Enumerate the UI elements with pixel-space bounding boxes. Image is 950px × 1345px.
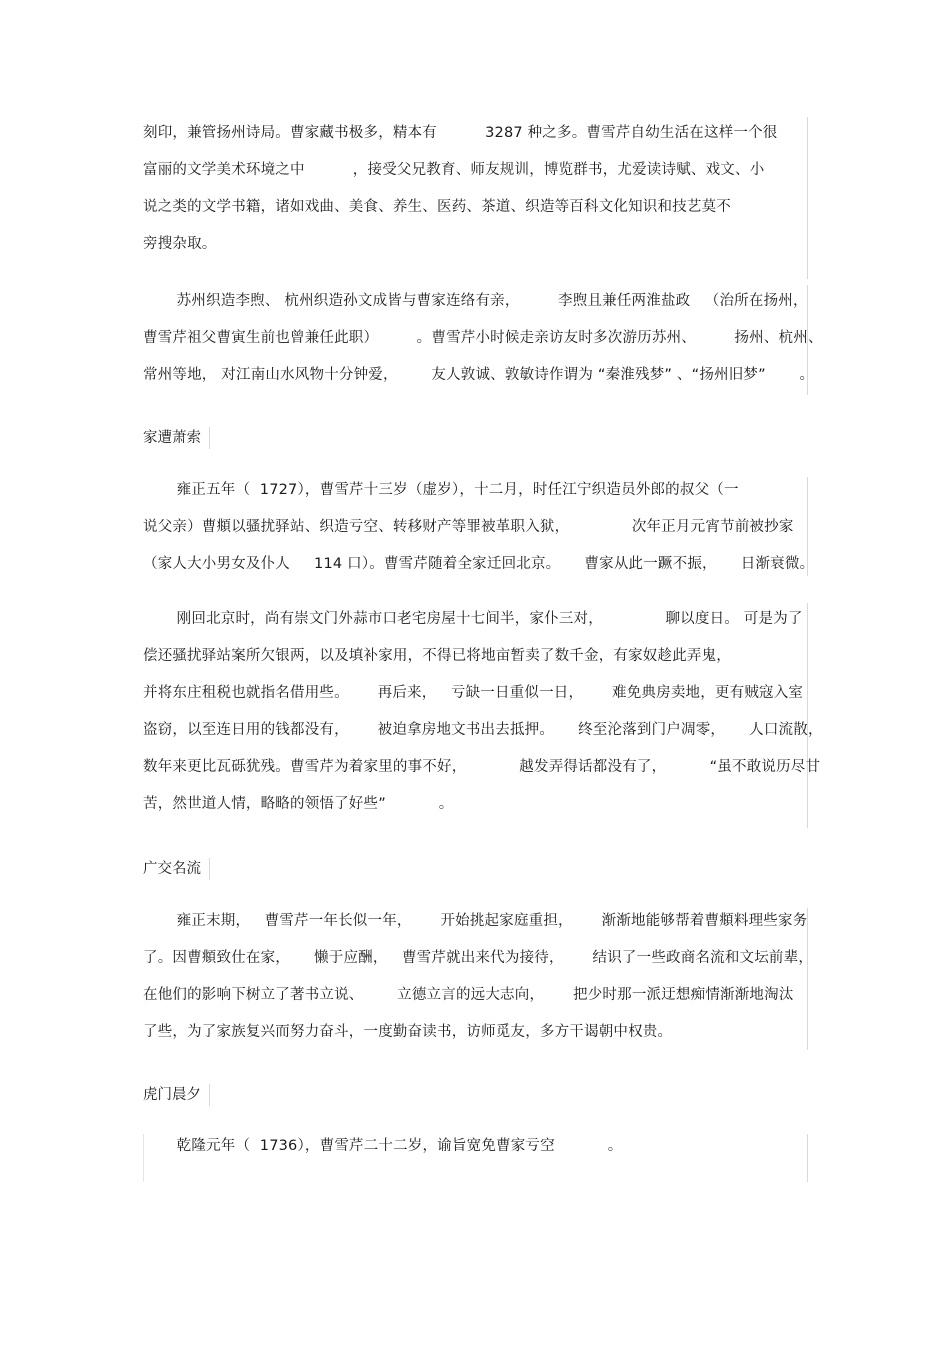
section-heading: 广交名流 xyxy=(143,858,210,880)
text-line: 盗窃，以至连日用的钱都没有， 被迫拿房地文书出去抵押。 终至沦落到门户凋零， 人口流散， xyxy=(143,722,823,738)
text-line: 乾隆元年（ 1736），曹雪芹二十二岁，谕旨宽免曹家亏空 。 xyxy=(143,1138,623,1154)
text-line: 了。因曹頫致仕在家， 懒于应酬， 曹雪芹就出来代为接待， 结识了一些政商名流和文坛前辈， xyxy=(143,950,814,966)
text-line: 说之类的文学书籍，诸如戏曲、美食、养生、医药、茶道、织造等百科文化知识和技艺莫不 xyxy=(143,199,731,215)
text-line: 刚回北京时，尚有崇文门外蒜市口老宅房屋十七间半，家仆三对， 聊以度日。 可是为了 xyxy=(143,611,803,627)
paragraph-mingliu xyxy=(143,903,813,1051)
text-line: 苦，然世道人情，略略的领悟了好些” 。 xyxy=(143,796,454,812)
paragraph-beijing xyxy=(143,601,823,823)
text-line: 曹雪芹祖父曹寅生前也曾兼任此职） 。曹雪芹小时候走亲访友时多次游历苏州、 扬州、杭州、 xyxy=(143,330,823,346)
text-line: 雍正末期， 曹雪芹一年长似一年， 开始挑起家庭重担， 渐渐地能够帮着曹頫料理些家务 xyxy=(143,913,808,929)
text-line: 在他们的影响下树立了著书立说、 立德立言的远大志向， 把少时那一派迂想痴情渐渐地淘汰 xyxy=(143,987,794,1003)
paragraph-yongzheng5 xyxy=(143,472,814,583)
text-line: 说父亲）曹頫以骚扰驿站、织造亏空、转移财产等罪被革职入狱， 次年正月元宵节前被抄家 xyxy=(143,519,794,535)
text-line: 苏州织造李煦、 杭州织造孙文成皆与曹家连络有亲， 李煦且兼任两淮盐政 （治所在扬州， xyxy=(143,293,808,309)
paragraph-qianlong xyxy=(143,1128,622,1165)
text-line: 刻印，兼管扬州诗局。曹家藏书极多，精本有 3287 种之多。曹雪芹自幼生活在这样一个很 xyxy=(143,125,778,141)
table-border xyxy=(807,117,808,279)
text-line: 雍正五年（ 1727），曹雪芹十三岁（虚岁），十二月，时任江宁织造员外郎的叔父（一 xyxy=(143,482,739,498)
section-heading: 虎门晨夕 xyxy=(143,1084,210,1106)
text-line: （家人大小男女及仆人 114 口）。曹雪芹随着全家迁回北京。 曹家从此一蹶不振， 日渐衰微。 xyxy=(143,556,815,572)
text-line: 偿还骚扰驿站案所欠银两，以及填补家用，不得已将地亩暂卖了数千金，有家奴趁此弄鬼， xyxy=(143,648,731,664)
paragraph-intro xyxy=(143,115,778,263)
section-heading: 家遭萧索 xyxy=(143,427,210,449)
table-border xyxy=(807,1134,808,1182)
text-line: 富丽的文学美术环境之中 ，接受父兄教育、师友规训，博览群书，尤爱读诗赋、戏文、小 xyxy=(143,162,765,178)
paragraph-suzhou xyxy=(143,283,823,394)
text-line: 旁搜杂取。 xyxy=(143,236,217,252)
text-line: 并将东庄租税也就指名借用些。 再后来， 亏缺一日重似一日， 难免典房卖地，更有贼寇入室 xyxy=(143,685,804,701)
text-line: 常州等地， 对江南山水风物十分钟爱， 友人敦诚、敦敏诗作谓为 “秦淮残梦” 、“扬州旧梦” 。 xyxy=(143,367,815,383)
text-line: 了些，为了家族复兴而努力奋斗，一度勤奋读书，访师觅友，多方干谒朝中权贵。 xyxy=(143,1024,673,1040)
text-line: 数年来更比瓦砾犹残。曹雪芹为着家里的事不好， 越发弄得话都没有了， “虽不敢说历尽甘 xyxy=(143,759,821,775)
